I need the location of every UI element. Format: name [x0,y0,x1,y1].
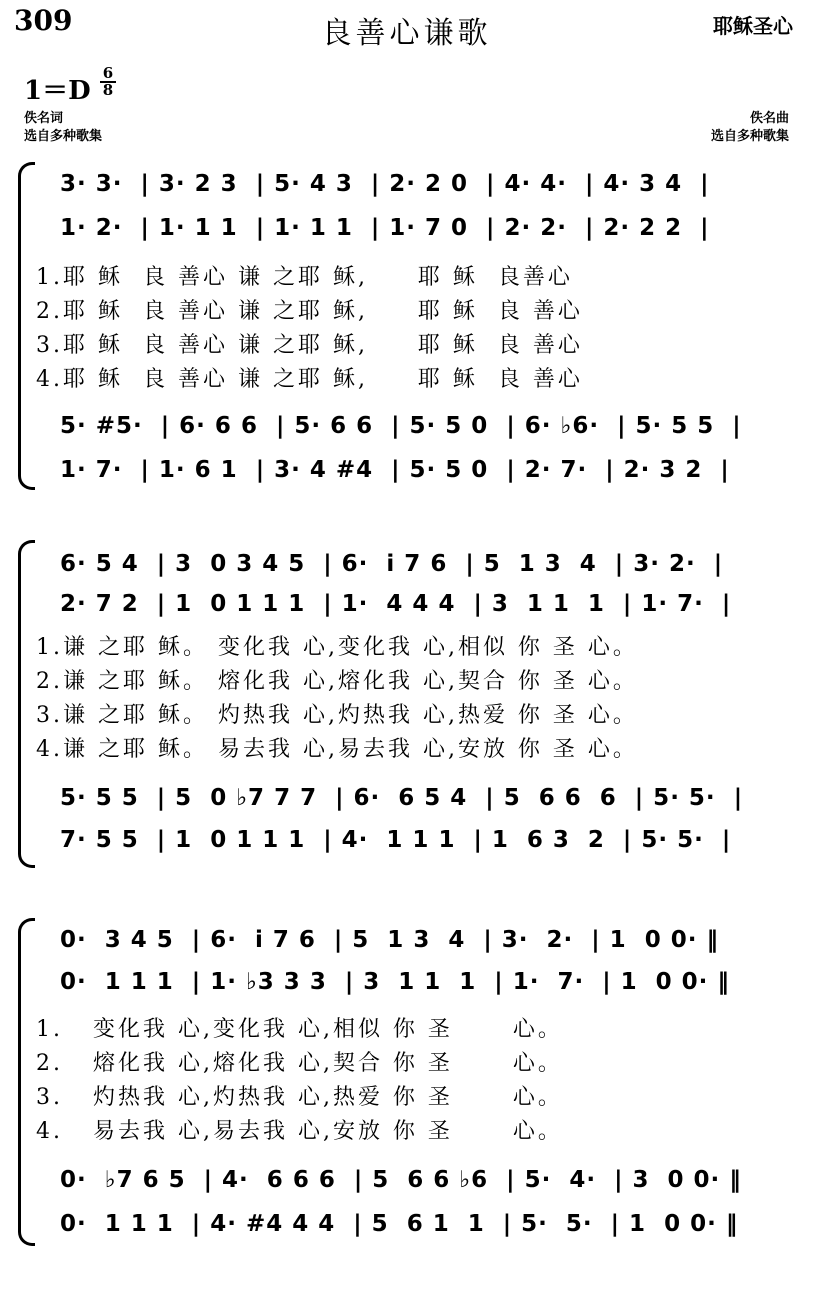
hymn-number: 309 [14,4,73,37]
system-brace [18,540,35,868]
composer: 佚名曲 [749,111,789,126]
lyric-verse-2: 2.耶 稣 良 善心 谦 之耶 稣, 耶 稣 良 善心 [36,299,583,324]
time-signature [100,66,116,98]
system-brace [18,918,35,1246]
alto-line: 1· 2· | 1· 1 1 | 1· 1 1 | 1· 7 0 | 2· 2· | 2· 2 2 | [60,215,710,241]
lyric-verse-4: 4.耶 稣 良 善心 谦 之耶 稣, 耶 稣 良 善心 [36,367,583,392]
soprano-line: 6· 5 4 | 3 0 3 4 5 | 6· i 7 6 | 5 1 3 4 | 3· 2· | [60,551,724,577]
lyrics-source: 选自多种歌集 [24,129,103,144]
tenor-line: 0· ♭7 6 5 | 4· 6 6 6 | 5 6 6 ♭6 | 5· 4· | 3 0 0· ‖ [60,1167,742,1193]
alto-line: 2· 7 2 | 1 0 1 1 1 | 1· 4 4 4 | 3 1 1 1 | 1· 7· | [60,591,732,617]
time-signature-top: 6 [100,66,116,83]
soprano-line: 0· 3 4 5 | 6· i 7 6 | 5 1 3 4 | 3· 2· | 1 0 0· ‖ [60,927,719,953]
tenor-line: 5· 5 5 | 5 0 ♭7 7 7 | 6· 6 5 4 | 5 6 6 6 | 5· 5· | [60,785,744,811]
lyric-verse-2: 2. 熔化我 心,熔化我 心,契合 你 圣 心。 [36,1051,563,1076]
soprano-line: 3· 3· | 3· 2 3 | 5· 4 3 | 2· 2 0 | 4· 4· | 4· 3 4 | [60,171,710,197]
alto-line: 0· 1 1 1 | 1· ♭3 3 3 | 3 1 1 1 | 1· 7· | 1 0 0· ‖ [60,969,730,995]
hymn-category: 耶稣圣心 [713,14,793,38]
lyric-verse-3: 3.耶 稣 良 善心 谦 之耶 稣, 耶 稣 良 善心 [36,333,583,358]
page-header [0,0,813,52]
lyric-verse-1: 1.耶 稣 良 善心 谦 之耶 稣, 耶 稣 良善心 [36,265,573,290]
lyric-verse-3: 3.谦 之耶 稣。 灼热我 心,灼热我 心,热爱 你 圣 心。 [36,703,638,728]
bass-line: 0· 1 1 1 | 4· #4 4 4 | 5 6 1 1 | 5· 5· | 1 0 0· ‖ [60,1211,739,1237]
system-brace [18,162,35,490]
lyric-verse-1: 1. 变化我 心,变化我 心,相似 你 圣 心。 [36,1017,563,1042]
hymn-title: 良善心谦歌 [321,16,492,51]
music-source: 选自多种歌集 [710,129,789,144]
lyric-verse-4: 4.谦 之耶 稣。 易去我 心,易去我 心,安放 你 圣 心。 [36,737,638,762]
lyric-verse-2: 2.谦 之耶 稣。 熔化我 心,熔化我 心,契合 你 圣 心。 [36,669,638,694]
lyricist: 佚名词 [24,111,64,126]
key-signature: 1＝D [24,76,91,106]
lyric-verse-3: 3. 灼热我 心,灼热我 心,热爱 你 圣 心。 [36,1085,563,1110]
lyric-verse-1: 1.谦 之耶 稣。 变化我 心,变化我 心,相似 你 圣 心。 [36,635,638,660]
tenor-line: 5· #5· | 6· 6 6 | 5· 6 6 | 5· 5 0 | 6· ♭6· | 5· 5 5 | [60,413,742,439]
lyrics-credit [24,110,102,146]
music-credit [711,110,789,146]
time-signature-bottom: 8 [102,81,114,99]
lyric-verse-4: 4. 易去我 心,易去我 心,安放 你 圣 心。 [36,1119,563,1144]
bass-line: 1· 7· | 1· 6 1 | 3· 4 #4 | 5· 5 0 | 2· 7· | 2· 3 2 | [60,457,730,483]
bass-line: 7· 5 5 | 1 0 1 1 1 | 4· 1 1 1 | 1 6 3 2 | 5· 5· | [60,827,732,853]
